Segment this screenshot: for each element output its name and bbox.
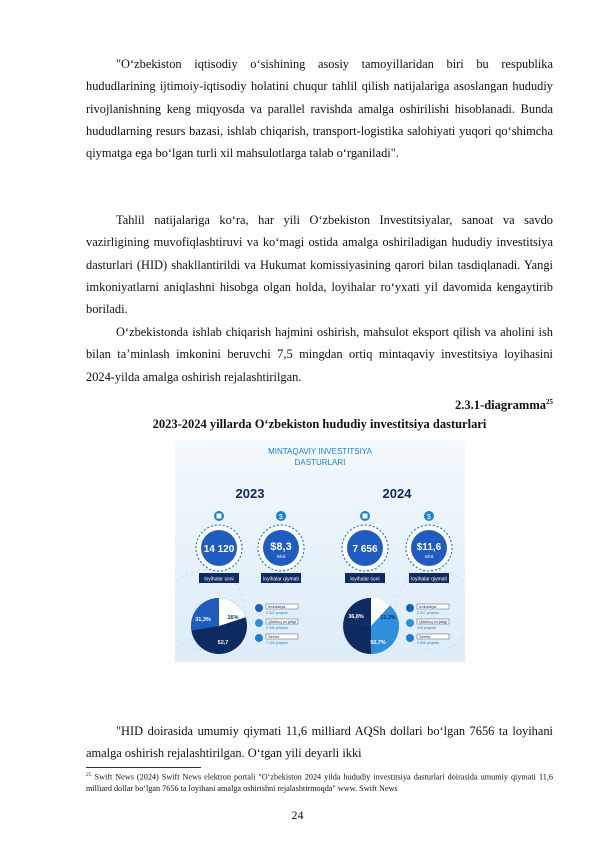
legend-2024-item-2-sub: 943 projects (417, 626, 437, 630)
year-2023-label: 2023 (235, 486, 265, 501)
pie-2024 (343, 598, 399, 654)
legend-2024-item-1-sub: 2 817 projects (417, 611, 439, 615)
amount-2024-label: loyihalar qiymati (411, 576, 447, 583)
industry-icon (406, 604, 414, 612)
service-icon (406, 634, 414, 642)
amount-2023-label: loyihalar qiymati (263, 576, 299, 583)
projects-2023-label: loyihalar soni (204, 576, 234, 583)
legend-2023-item-1-title: Industriya (268, 604, 286, 609)
infographic-heading-2: DASTURLARI (294, 458, 346, 467)
stat-amount-2024 (406, 525, 452, 583)
legend-2024-item-2-title: Qishloq xo‘jaligi (419, 619, 447, 624)
paragraph-2-text: Tahlil natijalariga ko‘ra, har yili O‘zbekiston Investitsiyalar, sanoat va savdo vazirligining muvofiqlashtiruvi va ko‘magi ostida amalga oshiriladigan hududiy investitsiya dasturlari (HID) shakllantirildi va Hukumat komissiyasining qarori bilan tasdiqlanadi. Yangi imkoniyatlarni aniqlashni hisobga olgan holda, loyihalar ro‘yxati yil davomida kengaytirib boriladi. (86, 213, 553, 317)
stat-projects-2024 (342, 525, 388, 583)
pie-2023-pct-3: 52,7 (217, 640, 229, 646)
paragraph-1-text: "O‘zbekiston iqtisodiy o‘sishining asosiy tamoyillaridan biri bu respublika hududlarining ijtimoiy-iqtisodiy holatini chuqur tahlil qilish natijalariga asoslangan hududiy rivojlanishning keng miqyosda va parallel ravishda amalga oshirilishi hisoblanadi. Bunda hududlarning resurs bazasi, ishlab chiqarish, transport-logistika salohiyati yuqori qo‘shimcha qiymatga ega bo‘lgan turli xil mahsulotlarga talab o‘rganiladi". (86, 57, 553, 161)
money-icon (276, 511, 286, 521)
footnote-text: Swift News (2024) Swift News elektron portali "O‘zbekiston 2024 yilda hududiy investitsiya dasturlari doirasida umumiy qiymati 11,6 milliard dollar bo‘lgan 7656 ta loyihani amalga oshirishni rejalashtirmoqda" www. Swift News (86, 772, 553, 793)
svg-text:$: $ (279, 514, 283, 521)
paragraph-3 (86, 321, 553, 388)
pie-2023-pct-1: 31,3% (195, 617, 211, 623)
paragraph-3-text: O‘zbekistonda ishlab chiqarish hajmini oshirish, mahsulot eksport qilish va aholini ish bilan ta’minlash imkonini beruvchi 7,5 mingdan ortiq mintaqaviy investitsiya loyihasini 2024-yilda amalga oshirish rejalashtirilgan. (86, 325, 553, 384)
agriculture-icon (406, 619, 414, 627)
money-icon (424, 511, 434, 521)
amount-2023-unit: mlrd (276, 554, 286, 559)
pie-2024-pct-3: 50,7% (370, 640, 386, 646)
year-2024-label: 2024 (382, 486, 412, 501)
paragraph-2 (86, 209, 553, 320)
footnote-number: 25 (86, 772, 92, 778)
legend-2024-item-3-title: Servis (419, 634, 431, 639)
industry-icon (255, 604, 263, 612)
page-number: 24 (291, 808, 304, 822)
footnote-divider (86, 767, 201, 768)
amount-2023-value: $8,3 (270, 541, 292, 553)
projects-icon (360, 511, 370, 521)
legend-2023-item-2-title: Qishloq xo‘jaligi (268, 619, 296, 624)
stat-amount-2023 (258, 525, 304, 583)
investment-infographic (175, 440, 465, 662)
diagram-title: 2023-2024 yillarda O‘zbekiston hududiy investitsiya dasturlari (152, 417, 487, 431)
svg-text:$: $ (427, 514, 431, 521)
projects-icon (214, 511, 224, 521)
pie-2024-pct-1: 36,8% (348, 614, 364, 620)
footnote (86, 770, 553, 794)
legend-2023-item-3-sub: 7 424 projects (266, 641, 288, 645)
legend-2024-item-3-sub: 3 896 projects (417, 641, 439, 645)
legend-2023-item-3-title: Servis (268, 634, 280, 639)
projects-2024-label: loyihalar soni (350, 576, 380, 583)
projects-2023-value: 14 120 (203, 544, 235, 555)
diagram-number-text: 2.3.1-diagramma (455, 398, 546, 413)
amount-2024-unit: mlrd (424, 554, 434, 559)
diagram-number (455, 398, 553, 413)
projects-2024-value: 7 656 (352, 544, 378, 555)
stat-projects-2023 (196, 525, 242, 583)
amount-2024-value: $11,6 (416, 542, 442, 553)
paragraph-4 (86, 720, 553, 765)
service-icon (255, 634, 263, 642)
paragraph-4-text: "HID doirasida umumiy qiymati 11,6 milliard AQSh dollari bo‘lgan 7656 ta loyihani amalga oshirish rejalashtirilgan. O‘tgan yili deyarli ikki (86, 724, 553, 761)
pie-2023 (191, 598, 247, 654)
pie-2023-pct-2: 16% (227, 615, 239, 621)
infographic-heading-1: MINTAQAVIY INVESTITSIYA (268, 447, 372, 456)
legend-2024-item-1-title: Industriya (419, 604, 437, 609)
diagram-footnote-ref: 25 (546, 398, 553, 406)
paragraph-1 (86, 53, 553, 164)
legend-2023-item-1-sub: 4 422 projects (266, 611, 288, 615)
agriculture-icon (255, 619, 263, 627)
pie-2024-pct-2: 12,3% (380, 615, 396, 621)
legend-2023-item-2-sub: 2 344 projects (266, 626, 288, 630)
